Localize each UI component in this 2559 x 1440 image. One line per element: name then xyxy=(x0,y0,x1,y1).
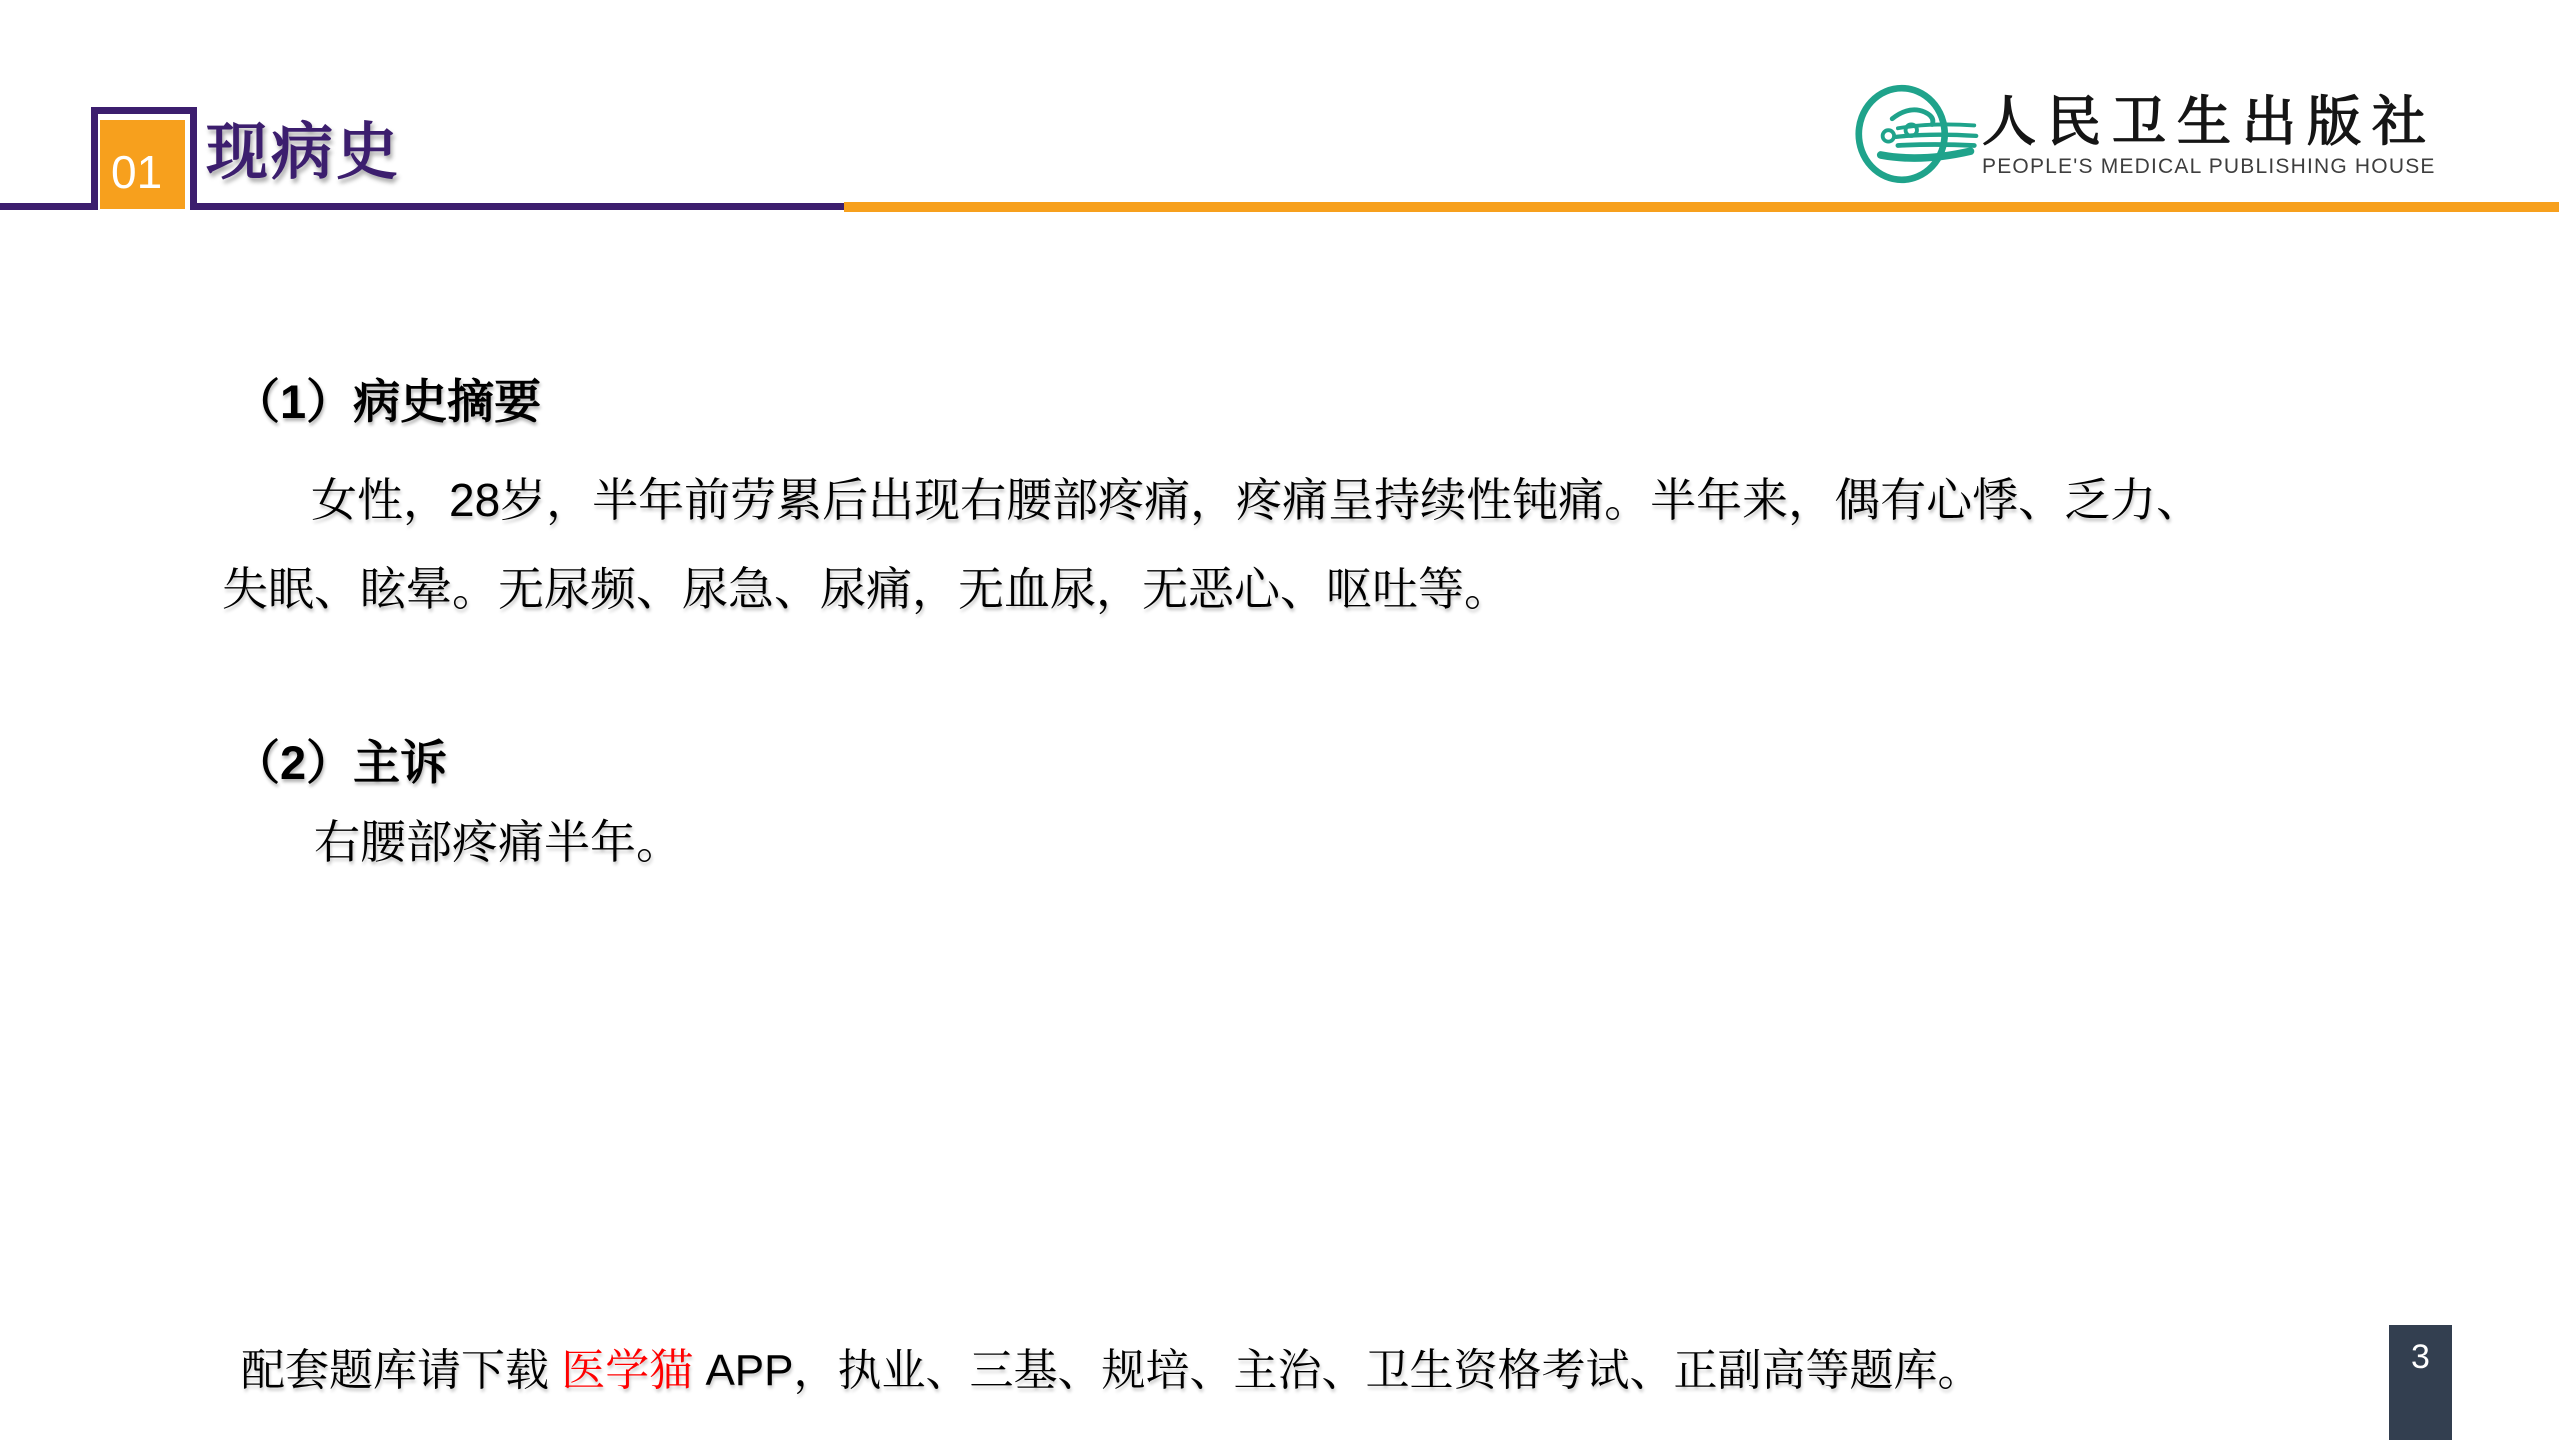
pmph-logo-name-en: PEOPLE'S MEDICAL PUBLISHING HOUSE xyxy=(1982,155,2436,178)
page-title: 现病史 xyxy=(206,118,402,187)
footer-app-name-highlight: 医学猫 xyxy=(561,1346,694,1395)
pmph-logo-emblem-icon xyxy=(1854,84,1980,184)
section1-heading: （1）病史摘要 xyxy=(233,375,542,428)
footer-note-suffix: APP，执业、三基、规培、主治、卫生资格考试、正副高等题库。 xyxy=(693,1346,1982,1395)
section2-heading: （2）主诉 xyxy=(233,736,448,789)
page-number-box xyxy=(2389,1325,2452,1440)
footer-note xyxy=(241,1345,1982,1398)
section1-body-line2: 失眠、眩晕。无尿频、尿急、尿痛，无血尿，无恶心、呕吐等。 xyxy=(222,563,1510,615)
section-number: 01 xyxy=(111,146,163,198)
footer-note-prefix: 配套题库请下载 xyxy=(241,1346,562,1395)
pmph-logo-name-zh: 人民卫生出版社 xyxy=(1982,92,2437,152)
page-number: 3 xyxy=(2411,1338,2430,1376)
section1-body-line1: 女性，28岁，半年前劳累后出现右腰部疼痛，疼痛呈持续性钝痛。半年来，偶有心悸、乏力、 xyxy=(311,474,2203,526)
section2-body: 右腰部疼痛半年。 xyxy=(314,816,682,868)
header-rule-orange xyxy=(844,202,2559,212)
section-number-badge-fill xyxy=(100,120,185,209)
